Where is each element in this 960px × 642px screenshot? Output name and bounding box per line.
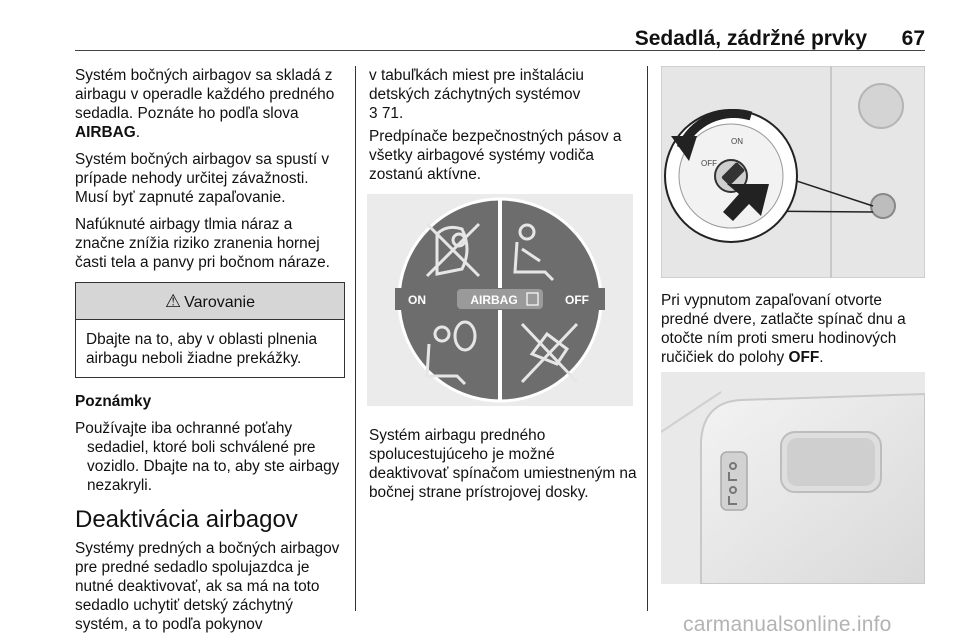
page-reference: 3 71. xyxy=(369,105,404,122)
column-2 xyxy=(369,66,637,510)
page-number: 67 xyxy=(901,27,925,50)
paragraph: v tabuľkách miest pre inštaláciu detských záchytných systémov 3 71. xyxy=(369,67,584,122)
figure-label-airbag: AIRBAG xyxy=(470,293,518,307)
paragraph: Systém airbagu predného spolucestujúceho je možné deaktivovať spínačom umiestneným na bočnej strane prístrojovej dosky. xyxy=(369,427,637,501)
note-text: Používajte iba ochranné poťahy sedadiel, ktoré boli schválené pre vozidlo. Dbajte na to, aby ste airbagy nezakryli. xyxy=(75,420,340,494)
warning-header xyxy=(76,283,344,320)
paragraph: Systém bočných airbagov sa spustí v prípade nehody určitej závažnosti. Musí byť zapnuté zapaľovanie. xyxy=(75,151,330,206)
figure-label-off: OFF xyxy=(565,293,589,307)
column-divider xyxy=(355,66,356,611)
airbag-keyword: AIRBAG xyxy=(75,124,136,141)
key-switch-figure xyxy=(661,66,925,278)
column-3-text: Pri vypnutom zapaľovaní otvorte predné dvere, zatlačte spínač dnu a otočte ním proti smeru hodinových ručičiek do polohy OFF. xyxy=(661,292,906,366)
paragraph: Systém bočných airbagov sa skladá z airbagu v operadle každého predného sedadla. Poznáte ho podľa slova AIRBAG. xyxy=(75,67,335,141)
column-divider xyxy=(647,66,648,611)
warning-text: Dbajte na to, aby v oblasti plnenia airbagu neboli žiadne prekážky. xyxy=(86,331,318,367)
switch-label-off: OFF xyxy=(701,159,717,168)
note-title: Poznámky xyxy=(75,393,152,410)
off-keyword: OFF xyxy=(788,349,820,366)
figure-label-on: ON xyxy=(408,293,426,307)
switch-label-on: ON xyxy=(731,137,743,146)
header-title: Sedadlá, zádržné prvky xyxy=(634,27,867,50)
paragraph: Systémy predných a bočných airbagov pre predné sedadlo spolujazdca je nutné deaktivovať, ak sa má na toto sedadlo uchytiť detský záchytný systém, a to podľa pokynov xyxy=(75,540,340,633)
paragraph: Nafúknuté airbagy tlmia náraz a značne znížia riziko zranenia hornej časti tela a panvy pri bočnom náraze. xyxy=(75,216,330,271)
warning-title: Varovanie xyxy=(184,294,255,311)
airbag-label-figure xyxy=(367,194,633,406)
section-heading: Deaktivácia airbagov xyxy=(75,506,298,533)
warning-box xyxy=(75,282,345,378)
warning-triangle-icon: ⚠ xyxy=(165,291,182,311)
watermark: carmanualsonline.info xyxy=(683,613,892,636)
dashboard-side-figure xyxy=(661,372,925,584)
paragraph: Predpínače bezpečnostných pásov a všetky airbagové systémy vodiča zostanú aktívne. xyxy=(369,128,622,183)
page-header xyxy=(75,0,925,51)
column-1 xyxy=(75,66,345,642)
